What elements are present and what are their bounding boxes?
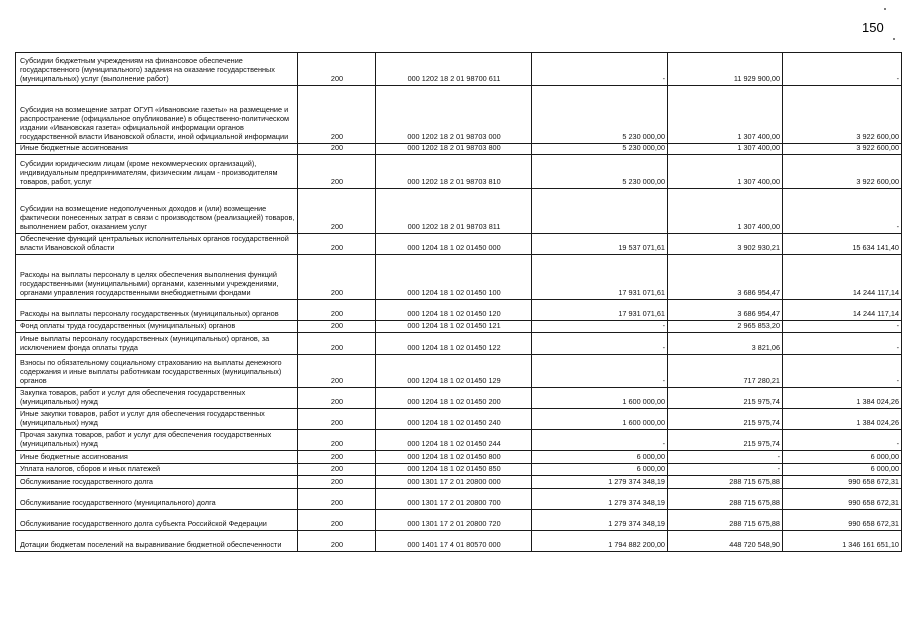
row-value-remaining: 990 658 672,31 [783, 476, 902, 489]
row-name: Закупка товаров, работ и услуг для обеспечения государственных (муниципальных) нужд [16, 388, 298, 409]
row-value-approved: 1 279 374 348,19 [532, 476, 668, 489]
row-budget-code: 000 1204 18 1 02 01450 200 [376, 388, 532, 409]
row-budget-code: 000 1202 18 2 01 98703 810 [376, 155, 532, 189]
row-value-executed: 3 686 954,47 [668, 255, 783, 300]
row-line-code: 200 [298, 409, 376, 430]
row-line-code: 200 [298, 300, 376, 321]
table-row [16, 144, 902, 155]
row-value-remaining: 3 922 600,00 [783, 155, 902, 189]
row-budget-code: 000 1401 17 4 01 80570 000 [376, 531, 532, 552]
table-row [16, 464, 902, 476]
row-budget-code: 000 1202 18 2 01 98703 811 [376, 189, 532, 234]
table-row [16, 409, 902, 430]
row-line-code: 200 [298, 451, 376, 464]
row-budget-code: 000 1301 17 2 01 20800 720 [376, 510, 532, 531]
row-budget-code: 000 1301 17 2 01 20800 000 [376, 476, 532, 489]
row-value-remaining: 14 244 117,14 [783, 300, 902, 321]
row-line-code: 200 [298, 355, 376, 388]
row-name: Субсидии бюджетным учреждениям на финансовое обеспечение государственного (муниципального) задания на оказание государственных (муниципальных) услуг (выполнение работ) [16, 53, 298, 86]
row-value-approved: 1 600 000,00 [532, 388, 668, 409]
row-line-code: 200 [298, 430, 376, 451]
row-budget-code: 000 1204 18 1 02 01450 800 [376, 451, 532, 464]
row-line-code: 200 [298, 476, 376, 489]
row-value-remaining: - [783, 430, 902, 451]
row-name: Иные закупки товаров, работ и услуг для обеспечения государственных (муниципальных) нужд [16, 409, 298, 430]
row-value-executed: 2 965 853,20 [668, 321, 783, 333]
row-line-code: 200 [298, 510, 376, 531]
row-budget-code: 000 1202 18 2 01 98703 800 [376, 144, 532, 155]
row-value-approved [532, 189, 668, 234]
row-value-approved: 5 230 000,00 [532, 144, 668, 155]
row-value-approved: 19 537 071,61 [532, 234, 668, 255]
row-value-executed: 288 715 675,88 [668, 489, 783, 510]
table-row [16, 355, 902, 388]
row-value-remaining: 6 000,00 [783, 464, 902, 476]
row-budget-code: 000 1204 18 1 02 01450 850 [376, 464, 532, 476]
row-value-approved: - [532, 430, 668, 451]
row-value-executed: 3 821,06 [668, 333, 783, 355]
row-name: Субсидия на возмещение затрат ОГУП «Ивановские газеты» на размещение и распространение (официальное опубликование) в общественно-политическом издании «Ивановская газета» официальной информации органов государственной власти Ивановской области, иной официальной информации [16, 86, 298, 144]
row-value-executed: 288 715 675,88 [668, 476, 783, 489]
table-row [16, 155, 902, 189]
row-value-approved: 1 794 882 200,00 [532, 531, 668, 552]
row-budget-code: 000 1204 18 1 02 01450 120 [376, 300, 532, 321]
row-name: Иные бюджетные ассигнования [16, 144, 298, 155]
row-value-remaining: - [783, 53, 902, 86]
table-row [16, 255, 902, 300]
row-budget-code: 000 1301 17 2 01 20800 700 [376, 489, 532, 510]
row-budget-code: 000 1204 18 1 02 01450 121 [376, 321, 532, 333]
table-row [16, 451, 902, 464]
row-line-code: 200 [298, 321, 376, 333]
row-value-approved: - [532, 355, 668, 388]
row-value-approved: 5 230 000,00 [532, 86, 668, 144]
row-value-approved: 6 000,00 [532, 451, 668, 464]
row-value-approved: 1 279 374 348,19 [532, 510, 668, 531]
page-number: 150 [862, 20, 884, 35]
row-value-executed: 1 307 400,00 [668, 155, 783, 189]
table-row [16, 189, 902, 234]
row-value-executed: - [668, 451, 783, 464]
row-line-code: 200 [298, 531, 376, 552]
row-name: Иные выплаты персоналу государственных (муниципальных) органов, за исключением фонда оплаты труда [16, 333, 298, 355]
row-value-approved: 17 931 071,61 [532, 255, 668, 300]
row-value-executed: 3 902 930,21 [668, 234, 783, 255]
scan-speck [884, 8, 886, 10]
row-value-remaining: 3 922 600,00 [783, 144, 902, 155]
table-row [16, 510, 902, 531]
table-row [16, 300, 902, 321]
budget-report-table [15, 52, 902, 552]
row-name: Субсидии на возмещение недополученных доходов и (или) возмещение фактически понесенных затрат в связи с производством (реализацией) товаров, выполнением работ, оказанием услуг [16, 189, 298, 234]
row-budget-code: 000 1202 18 2 01 98700 611 [376, 53, 532, 86]
row-budget-code: 000 1204 18 1 02 01450 129 [376, 355, 532, 388]
row-value-approved: 1 279 374 348,19 [532, 489, 668, 510]
row-value-remaining: 15 634 141,40 [783, 234, 902, 255]
row-name: Расходы на выплаты персоналу государственных (муниципальных) органов [16, 300, 298, 321]
row-value-executed: 1 307 400,00 [668, 144, 783, 155]
row-value-executed: 215 975,74 [668, 409, 783, 430]
row-value-approved: 17 931 071,61 [532, 300, 668, 321]
row-name: Иные бюджетные ассигнования [16, 451, 298, 464]
row-line-code: 200 [298, 144, 376, 155]
row-name: Прочая закупка товаров, работ и услуг для обеспечения государственных (муниципальных) нужд [16, 430, 298, 451]
row-line-code: 200 [298, 489, 376, 510]
row-value-executed: 215 975,74 [668, 430, 783, 451]
table-row [16, 430, 902, 451]
row-line-code: 200 [298, 53, 376, 86]
row-value-approved: - [532, 53, 668, 86]
row-value-approved: 5 230 000,00 [532, 155, 668, 189]
row-value-remaining: - [783, 355, 902, 388]
row-value-approved: 6 000,00 [532, 464, 668, 476]
row-value-approved: - [532, 333, 668, 355]
row-name: Субсидии юридическим лицам (кроме некоммерческих организаций), индивидуальным предпринимателям, физическим лицам - производителям товаров, работ, услуг [16, 155, 298, 189]
row-name: Обслуживание государственного (муниципального) долга [16, 489, 298, 510]
row-name: Расходы на выплаты персоналу в целях обеспечения выполнения функций государственными (муниципальными) органами, казенными учреждениями, органами управления государственными внебюджетными фондами [16, 255, 298, 300]
row-name: Уплата налогов, сборов и иных платежей [16, 464, 298, 476]
row-value-executed: 3 686 954,47 [668, 300, 783, 321]
row-name: Обслуживание государственного долга субъекта Российской Федерации [16, 510, 298, 531]
row-value-executed: - [668, 464, 783, 476]
row-value-approved: 1 600 000,00 [532, 409, 668, 430]
row-budget-code: 000 1204 18 1 02 01450 100 [376, 255, 532, 300]
row-name: Обеспечение функций центральных исполнительных органов государственной власти Ивановской области [16, 234, 298, 255]
row-name: Взносы по обязательному социальному страхованию на выплаты денежного содержания и иные выплаты работникам государственных (муниципальных) органов [16, 355, 298, 388]
row-value-remaining: 990 658 672,31 [783, 510, 902, 531]
row-value-remaining: 1 346 161 651,10 [783, 531, 902, 552]
row-line-code: 200 [298, 464, 376, 476]
table-row [16, 333, 902, 355]
table-row [16, 86, 902, 144]
row-budget-code: 000 1204 18 1 02 01450 240 [376, 409, 532, 430]
row-line-code: 200 [298, 388, 376, 409]
table-row [16, 321, 902, 333]
table-row [16, 53, 902, 86]
row-budget-code: 000 1204 18 1 02 01450 000 [376, 234, 532, 255]
row-value-remaining: 3 922 600,00 [783, 86, 902, 144]
row-value-approved: - [532, 321, 668, 333]
table-row [16, 476, 902, 489]
table-row [16, 531, 902, 552]
row-budget-code: 000 1202 18 2 01 98703 000 [376, 86, 532, 144]
row-line-code: 200 [298, 155, 376, 189]
row-value-remaining: 14 244 117,14 [783, 255, 902, 300]
table-row [16, 489, 902, 510]
row-value-executed: 717 280,21 [668, 355, 783, 388]
row-value-remaining: 1 384 024,26 [783, 409, 902, 430]
row-line-code: 200 [298, 333, 376, 355]
row-value-executed: 1 307 400,00 [668, 189, 783, 234]
row-value-remaining: 1 384 024,26 [783, 388, 902, 409]
row-name: Фонд оплаты труда государственных (муниципальных) органов [16, 321, 298, 333]
row-value-executed: 288 715 675,88 [668, 510, 783, 531]
table-row [16, 388, 902, 409]
row-value-remaining: - [783, 321, 902, 333]
row-value-executed: 215 975,74 [668, 388, 783, 409]
row-line-code: 200 [298, 86, 376, 144]
row-value-remaining: - [783, 333, 902, 355]
row-budget-code: 000 1204 18 1 02 01450 122 [376, 333, 532, 355]
row-name: Обслуживание государственного долга [16, 476, 298, 489]
row-value-remaining: - [783, 189, 902, 234]
table-row [16, 234, 902, 255]
row-value-executed: 11 929 900,00 [668, 53, 783, 86]
row-value-remaining: 990 658 672,31 [783, 489, 902, 510]
scan-speck [893, 38, 895, 40]
row-line-code: 200 [298, 255, 376, 300]
row-line-code: 200 [298, 234, 376, 255]
row-name: Дотации бюджетам поселений на выравнивание бюджетной обеспеченности [16, 531, 298, 552]
row-value-remaining: 6 000,00 [783, 451, 902, 464]
row-budget-code: 000 1204 18 1 02 01450 244 [376, 430, 532, 451]
row-value-executed: 448 720 548,90 [668, 531, 783, 552]
row-value-executed: 1 307 400,00 [668, 86, 783, 144]
row-line-code: 200 [298, 189, 376, 234]
